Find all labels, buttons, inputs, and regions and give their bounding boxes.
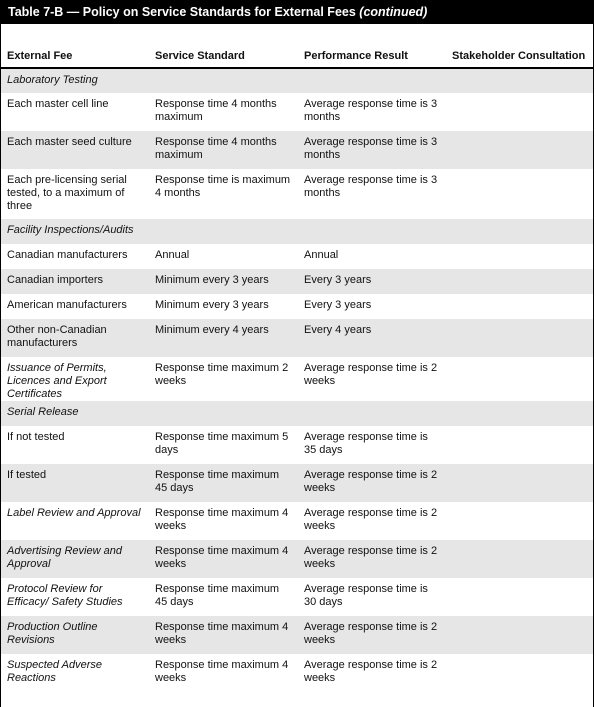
cell-service-standard: Minimum every 4 years	[149, 319, 298, 357]
table-row	[1, 244, 593, 269]
cell-service-standard: Response time 4 months maximum	[155, 98, 277, 123]
header-external-fee: External Fee	[7, 50, 73, 62]
cell-service-standard: Response time maximum 4 weeks	[149, 540, 298, 578]
cell-external-fee: Production Outline Revisions	[1, 616, 149, 654]
cell-external-fee: Each master seed culture	[1, 131, 149, 169]
cell-service-standard: Response time maximum 4 weeks	[149, 616, 298, 654]
header-service-standard: Service Standard	[155, 50, 245, 62]
cell-performance-result: Average response time is 3 months	[304, 174, 438, 199]
cell-service-standard: Response time maximum 4 weeks	[155, 659, 289, 684]
table-row	[1, 269, 593, 294]
cell-stakeholder-consultation	[446, 269, 593, 294]
cell-external-fee: Other non-Canadian manufacturers	[1, 319, 149, 357]
cell-performance-result: Annual	[304, 249, 339, 261]
cell-external-fee: If tested	[1, 464, 149, 502]
table-row	[1, 578, 593, 616]
cell-external-fee: Advertising Review and Approval	[1, 540, 149, 578]
cell-stakeholder-consultation	[446, 654, 593, 699]
table-row	[1, 319, 593, 357]
cell-external-fee: Protocol Review for Efficacy/ Safety Studies	[7, 583, 123, 608]
cell-service-standard: Response time maximum 45 days	[149, 464, 298, 502]
cell-service-standard: Response time 4 months maximum	[149, 131, 298, 169]
cell-service-standard: Response time maximum 5 days	[155, 431, 289, 456]
cell-performance-result: Average response time is 2 weeks	[304, 659, 438, 684]
cell-stakeholder-consultation	[446, 578, 593, 616]
section-row	[1, 68, 593, 93]
table-row	[1, 502, 593, 540]
cell-stakeholder-consultation	[446, 540, 593, 578]
header-stakeholder-consultation: Stakeholder Consultation	[452, 50, 586, 62]
cell-performance-result: Average response time is 30 days	[304, 583, 428, 608]
table-title-suffix: (continued)	[359, 5, 428, 19]
table-row	[1, 294, 593, 319]
cell-stakeholder-consultation	[446, 464, 593, 502]
table-row	[1, 426, 593, 464]
cell-stakeholder-consultation	[446, 294, 593, 319]
header-performance-result: Performance Result	[304, 50, 408, 62]
cell-performance-result: Every 3 years	[298, 269, 446, 294]
section-row	[1, 401, 593, 426]
table-body	[1, 68, 593, 699]
cell-performance-result: Average response time is 3 months	[304, 98, 438, 123]
cell-performance-result: Average response time is 2 weeks	[298, 616, 446, 654]
cell-performance-result: Every 4 years	[298, 319, 446, 357]
cell-external-fee: American manufacturers	[7, 299, 127, 311]
section-row	[1, 219, 593, 244]
cell-external-fee: Canadian manufacturers	[7, 249, 128, 261]
cell-service-standard: Response time maximum 2 weeks	[155, 362, 289, 387]
table-row	[1, 654, 593, 699]
header-row	[1, 30, 593, 68]
cell-performance-result: Every 3 years	[304, 299, 372, 311]
section-title: Laboratory Testing	[1, 68, 593, 93]
cell-external-fee: Canadian importers	[1, 269, 149, 294]
cell-performance-result: Average response time is 3 months	[298, 131, 446, 169]
cell-stakeholder-consultation	[446, 616, 593, 654]
cell-performance-result: Average response time is 2 weeks	[304, 507, 438, 532]
cell-performance-result: Average response time is 2 weeks	[298, 540, 446, 578]
table-row	[1, 131, 593, 169]
cell-performance-result: Average response time is 2 weeks	[304, 362, 438, 387]
cell-service-standard: Response time maximum 4 weeks	[155, 507, 289, 532]
cell-performance-result: Average response time is 2 weeks	[298, 464, 446, 502]
cell-stakeholder-consultation	[446, 357, 593, 401]
table-row	[1, 464, 593, 502]
cell-external-fee: Each master cell line	[7, 98, 109, 110]
table-row	[1, 93, 593, 131]
cell-service-standard: Annual	[155, 249, 190, 261]
table-row	[1, 540, 593, 578]
cell-stakeholder-consultation	[446, 131, 593, 169]
cell-stakeholder-consultation	[446, 426, 593, 464]
cell-service-standard: Response time maximum 45 days	[155, 583, 280, 608]
cell-stakeholder-consultation	[446, 93, 593, 131]
table-row	[1, 357, 593, 401]
section-title: Facility Inspections/Audits	[1, 219, 593, 244]
cell-external-fee: Label Review and Approval	[7, 507, 141, 519]
cell-service-standard: Minimum every 3 years	[155, 299, 269, 311]
fee-standards-table	[1, 30, 593, 699]
table-row	[1, 616, 593, 654]
cell-service-standard: Response time is maximum 4 months	[155, 174, 291, 199]
cell-stakeholder-consultation	[446, 319, 593, 357]
table-row	[1, 169, 593, 219]
section-title: Serial Release	[1, 401, 593, 426]
cell-external-fee: Suspected Adverse Reactions	[7, 659, 102, 684]
table-title-main: Table 7-B — Policy on Service Standards for External Fees	[8, 5, 360, 19]
cell-external-fee: Each pre-licensing serial tested, to a maximum of three	[7, 174, 127, 212]
table-title	[0, 0, 594, 24]
cell-performance-result: Average response time is 35 days	[304, 431, 428, 456]
cell-external-fee: Issuance of Permits, Licences and Export Certificates	[7, 362, 107, 400]
cell-stakeholder-consultation	[446, 169, 593, 219]
cell-stakeholder-consultation	[446, 502, 593, 540]
cell-service-standard: Minimum every 3 years	[149, 269, 298, 294]
cell-stakeholder-consultation	[446, 244, 593, 269]
cell-external-fee: If not tested	[7, 431, 65, 443]
